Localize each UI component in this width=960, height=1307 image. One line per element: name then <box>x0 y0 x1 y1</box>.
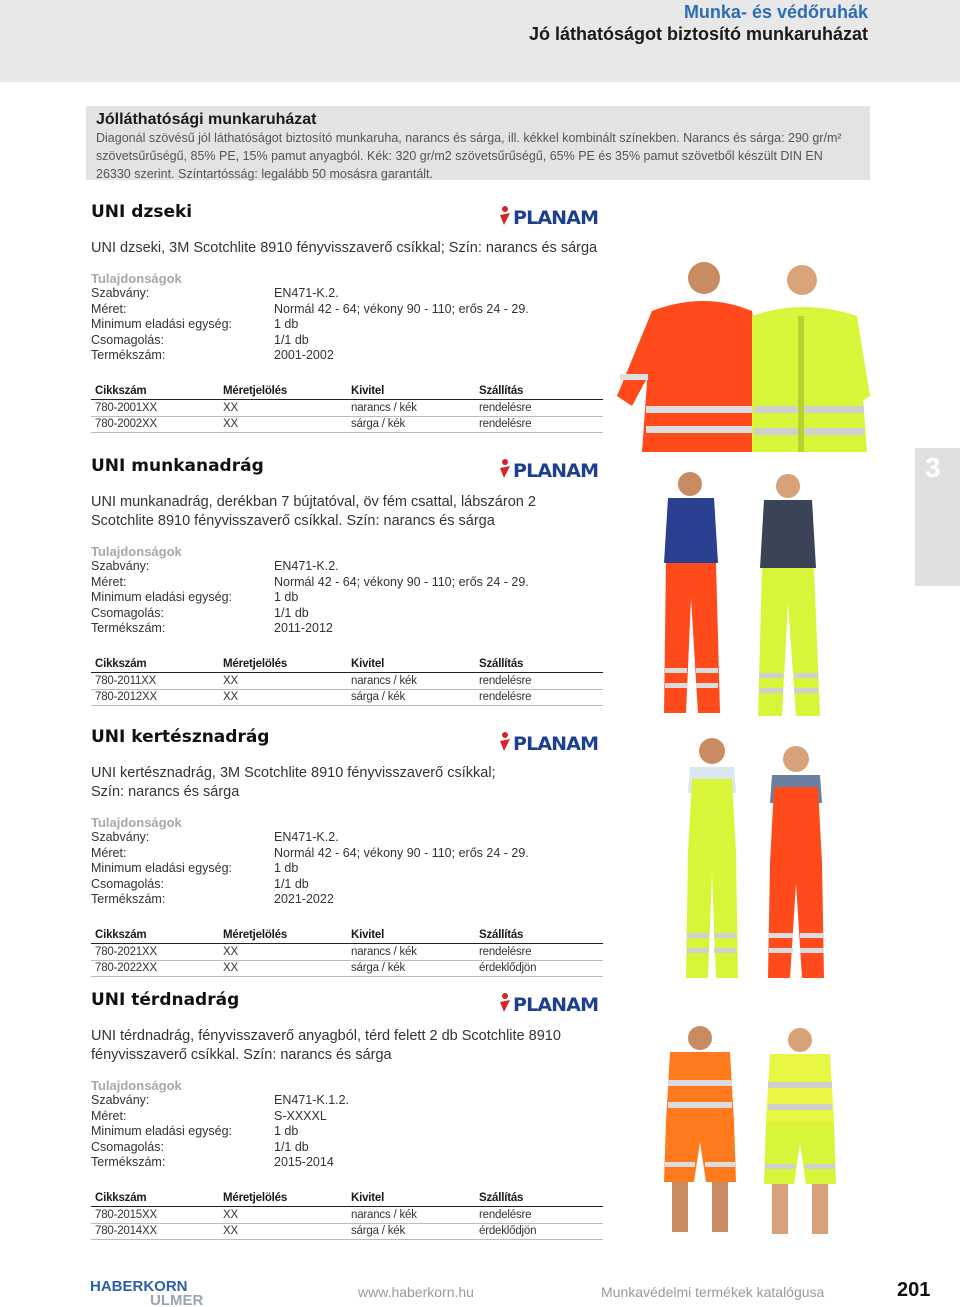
table-header-row <box>91 384 603 400</box>
intro-line-3: 26330 szerint. Színtartósság: legalább 50 mosásra garantált. <box>96 167 434 181</box>
planam-logo <box>499 731 601 753</box>
property-value: 1/1 db <box>274 1139 309 1154</box>
table-cell: 780-2011XX <box>91 673 219 690</box>
size-row <box>91 1109 606 1125</box>
section-title: UNI dzseki <box>91 202 193 222</box>
properties-title: Tulajdonságok <box>91 815 182 830</box>
property-value: 2001-2002 <box>274 348 334 362</box>
product-number-row <box>91 892 606 908</box>
properties-title: Tulajdonságok <box>91 1078 182 1093</box>
chapter-number: 3 <box>925 452 941 483</box>
planam-logo-text: PLANAM <box>513 733 599 753</box>
table-cell: XX <box>219 416 347 433</box>
property-value: Normál 42 - 64; vékony 90 - 110; erős 24 - 29. <box>274 574 529 589</box>
column-header: Cikkszám <box>91 384 219 400</box>
properties-title: Tulajdonságok <box>91 544 182 559</box>
description-line: UNI térdnadrág, fényvisszaverő anyagból, térd felett 2 db Scotchlite 8910 <box>91 1028 561 1044</box>
table-cell: narancs / kék <box>347 400 475 417</box>
table-cell: narancs / kék <box>347 673 475 690</box>
intro-box <box>86 106 870 180</box>
property-value: 1 db <box>274 1124 299 1138</box>
property-label: Termékszám: <box>91 1155 166 1169</box>
property-label: Termékszám: <box>91 892 166 906</box>
product-photo-jacket <box>612 256 872 452</box>
table-header-row <box>91 657 603 673</box>
table-cell: XX <box>219 400 347 417</box>
property-value: 1 db <box>274 590 299 604</box>
table-cell: XX <box>219 673 347 690</box>
size-row <box>91 302 606 318</box>
description-line: UNI munkanadrág, derékban 7 bújtatóval, öv fém csattal, lábszáron 2 <box>91 494 536 510</box>
product-section <box>91 990 606 1240</box>
planam-logo-text: PLANAM <box>513 460 599 480</box>
table-cell: rendelésre <box>475 416 603 433</box>
section-title: UNI kertésznadrág <box>91 727 270 747</box>
property-label: Minimum eladási egység: <box>91 1124 233 1138</box>
table-row <box>91 960 603 977</box>
planam-logo <box>499 458 601 480</box>
packaging-row <box>91 877 606 893</box>
table-cell: rendelésre <box>475 944 603 961</box>
section-description <box>91 493 606 531</box>
table-cell: sárga / kék <box>347 689 475 706</box>
property-value: S-XXXXL <box>274 1108 327 1123</box>
description-line: UNI dzseki, 3M Scotchlite 8910 fényvisszaverő csíkkal; Szín: narancs és sárga <box>91 240 598 256</box>
table-cell: 780-2014XX <box>91 1223 219 1240</box>
column-header: Kivitel <box>347 657 475 673</box>
section-description <box>91 239 606 258</box>
table-cell: XX <box>219 944 347 961</box>
table-cell: 780-2021XX <box>91 944 219 961</box>
min-unit-row <box>91 590 606 606</box>
min-unit-row <box>91 317 606 333</box>
property-value: 1/1 db <box>274 332 309 347</box>
column-header: Kivitel <box>347 1191 475 1207</box>
standard-row <box>91 559 606 575</box>
product-photo-shorts <box>650 1022 850 1244</box>
table-cell: 780-2012XX <box>91 689 219 706</box>
description-line: Scotchlite 8910 fényvisszaverő csíkkal. Szín: narancs és sárga <box>91 513 495 529</box>
table-row <box>91 944 603 961</box>
property-value: 1/1 db <box>274 605 309 620</box>
section-description <box>91 764 606 802</box>
table-row <box>91 416 603 433</box>
table-cell: 780-2001XX <box>91 400 219 417</box>
column-header: Cikkszám <box>91 1191 219 1207</box>
table-row <box>91 673 603 690</box>
property-label: Szabvány: <box>91 559 150 573</box>
properties-block <box>91 1078 606 1171</box>
column-header: Cikkszám <box>91 928 219 944</box>
planam-logo-text: PLANAM <box>513 994 599 1014</box>
column-header: Méretjelölés <box>219 384 347 400</box>
property-label: Szabvány: <box>91 286 150 300</box>
table-cell: XX <box>219 689 347 706</box>
property-value: 1 db <box>274 861 299 875</box>
table-cell: sárga / kék <box>347 1223 475 1240</box>
table-cell: 780-2015XX <box>91 1207 219 1224</box>
intro-title: Jólláthatósági munkaruházat <box>96 111 317 128</box>
article-table <box>91 928 603 978</box>
property-label: Méret: <box>91 845 127 860</box>
table-cell: 780-2022XX <box>91 960 219 977</box>
property-value: 2015-2014 <box>274 1155 334 1169</box>
logo-line-1: HABERKORN <box>90 1278 188 1295</box>
planam-logo <box>499 205 601 227</box>
description-line: Szín: narancs és sárga <box>91 784 240 800</box>
column-header: Cikkszám <box>91 657 219 673</box>
property-value: Normál 42 - 64; vékony 90 - 110; erős 24 - 29. <box>274 845 529 860</box>
properties-block <box>91 271 606 364</box>
column-header: Szállítás <box>475 1191 603 1207</box>
table-header-row <box>91 1191 603 1207</box>
property-label: Méret: <box>91 574 127 589</box>
product-section <box>91 456 606 706</box>
packaging-row <box>91 606 606 622</box>
section-title: UNI térdnadrág <box>91 990 240 1010</box>
page-number: 201 <box>897 1279 931 1301</box>
standard-row <box>91 830 606 846</box>
product-section <box>91 727 606 977</box>
table-cell: sárga / kék <box>347 960 475 977</box>
table-cell: narancs / kék <box>347 1207 475 1224</box>
properties-block <box>91 815 606 908</box>
article-table <box>91 1191 603 1241</box>
property-value: EN471-K.2. <box>274 286 339 300</box>
property-label: Termékszám: <box>91 621 166 635</box>
column-header: Kivitel <box>347 384 475 400</box>
product-number-row <box>91 1155 606 1171</box>
product-section <box>91 202 606 433</box>
section-description <box>91 1027 606 1065</box>
planam-logo <box>499 992 601 1014</box>
article-table <box>91 384 603 434</box>
packaging-row <box>91 1140 606 1156</box>
property-label: Minimum eladási egység: <box>91 861 233 875</box>
haberkorn-ulmer-logo <box>90 1278 232 1307</box>
logo-line-2: ULMER <box>150 1292 204 1306</box>
property-value: EN471-K.2. <box>274 830 339 844</box>
table-cell: XX <box>219 1207 347 1224</box>
property-label: Méret: <box>91 1108 127 1123</box>
planam-logo-text: PLANAM <box>513 207 599 227</box>
property-label: Minimum eladási egység: <box>91 317 233 331</box>
table-row <box>91 689 603 706</box>
table-cell: rendelésre <box>475 673 603 690</box>
property-value: 1 db <box>274 317 299 331</box>
article-table <box>91 657 603 707</box>
standard-row <box>91 286 606 302</box>
product-photo-bib-trousers <box>672 733 842 983</box>
standard-row <box>91 1093 606 1109</box>
intro-line-1: Diagonál szövésű jól láthatóságot biztosító munkaruha, narancs és sárga, ill. kékkel kombinált színekben. Narancs és sárga: 290 gr/m² <box>96 131 842 145</box>
property-label: Csomagolás: <box>91 605 164 620</box>
property-value: 2021-2022 <box>274 892 334 906</box>
table-cell: narancs / kék <box>347 944 475 961</box>
table-row <box>91 1207 603 1224</box>
property-value: EN471-K.2. <box>274 559 339 573</box>
property-value: 2011-2012 <box>274 621 333 635</box>
property-label: Csomagolás: <box>91 876 164 891</box>
description-line: UNI kertésznadrág, 3M Scotchlite 8910 fényvisszaverő csíkkal; <box>91 765 496 781</box>
min-unit-row <box>91 1124 606 1140</box>
table-cell: XX <box>219 960 347 977</box>
table-cell: érdeklődjön <box>475 1223 603 1240</box>
table-row <box>91 400 603 417</box>
table-cell: rendelésre <box>475 1207 603 1224</box>
table-cell: rendelésre <box>475 400 603 417</box>
property-label: Méret: <box>91 301 127 316</box>
column-header: Szállítás <box>475 384 603 400</box>
properties-block <box>91 544 606 637</box>
property-label: Szabvány: <box>91 830 150 844</box>
column-header: Szállítás <box>475 928 603 944</box>
size-row <box>91 846 606 862</box>
table-cell: XX <box>219 1223 347 1240</box>
section-title: UNI munkanadrág <box>91 456 264 476</box>
header-page-title: Jó láthatóságot biztosító munkaruházat <box>528 24 868 44</box>
size-row <box>91 575 606 591</box>
min-unit-row <box>91 861 606 877</box>
table-header-row <box>91 928 603 944</box>
property-label: Szabvány: <box>91 1093 150 1107</box>
property-label: Csomagolás: <box>91 1139 164 1154</box>
packaging-row <box>91 333 606 349</box>
property-label: Termékszám: <box>91 348 166 362</box>
table-cell: rendelésre <box>475 689 603 706</box>
product-photo-trousers <box>660 468 830 720</box>
table-cell: sárga / kék <box>347 416 475 433</box>
table-row <box>91 1223 603 1240</box>
column-header: Méretjelölés <box>219 1191 347 1207</box>
property-label: Csomagolás: <box>91 332 164 347</box>
property-value: 1/1 db <box>274 876 309 891</box>
product-number-row <box>91 621 606 637</box>
product-number-row <box>91 348 606 364</box>
column-header: Kivitel <box>347 928 475 944</box>
column-header: Méretjelölés <box>219 657 347 673</box>
column-header: Méretjelölés <box>219 928 347 944</box>
table-cell: érdeklődjön <box>475 960 603 977</box>
header-category-title: Munka- és védőruhák <box>683 2 868 22</box>
description-line: fényvisszaverő csíkkal. Szín: narancs és sárga <box>91 1047 392 1063</box>
intro-line-2: szövetsűrűségű, 85% PE, 15% pamut anyagból. Kék: 320 gr/m2 szövetsűrűségű, 65% PE és 35% pamut szövetből készült DIN EN <box>96 149 823 163</box>
footer-catalog-title: Munkavédelmi termékek katalógusa <box>601 1284 825 1300</box>
footer-url[interactable]: www.haberkorn.hu <box>358 1284 474 1300</box>
properties-title: Tulajdonságok <box>91 271 182 286</box>
table-cell: 780-2002XX <box>91 416 219 433</box>
column-header: Szállítás <box>475 657 603 673</box>
property-value: Normál 42 - 64; vékony 90 - 110; erős 24 - 29. <box>274 301 529 316</box>
property-value: EN471-K.1.2. <box>274 1093 350 1107</box>
property-label: Minimum eladási egység: <box>91 590 233 604</box>
